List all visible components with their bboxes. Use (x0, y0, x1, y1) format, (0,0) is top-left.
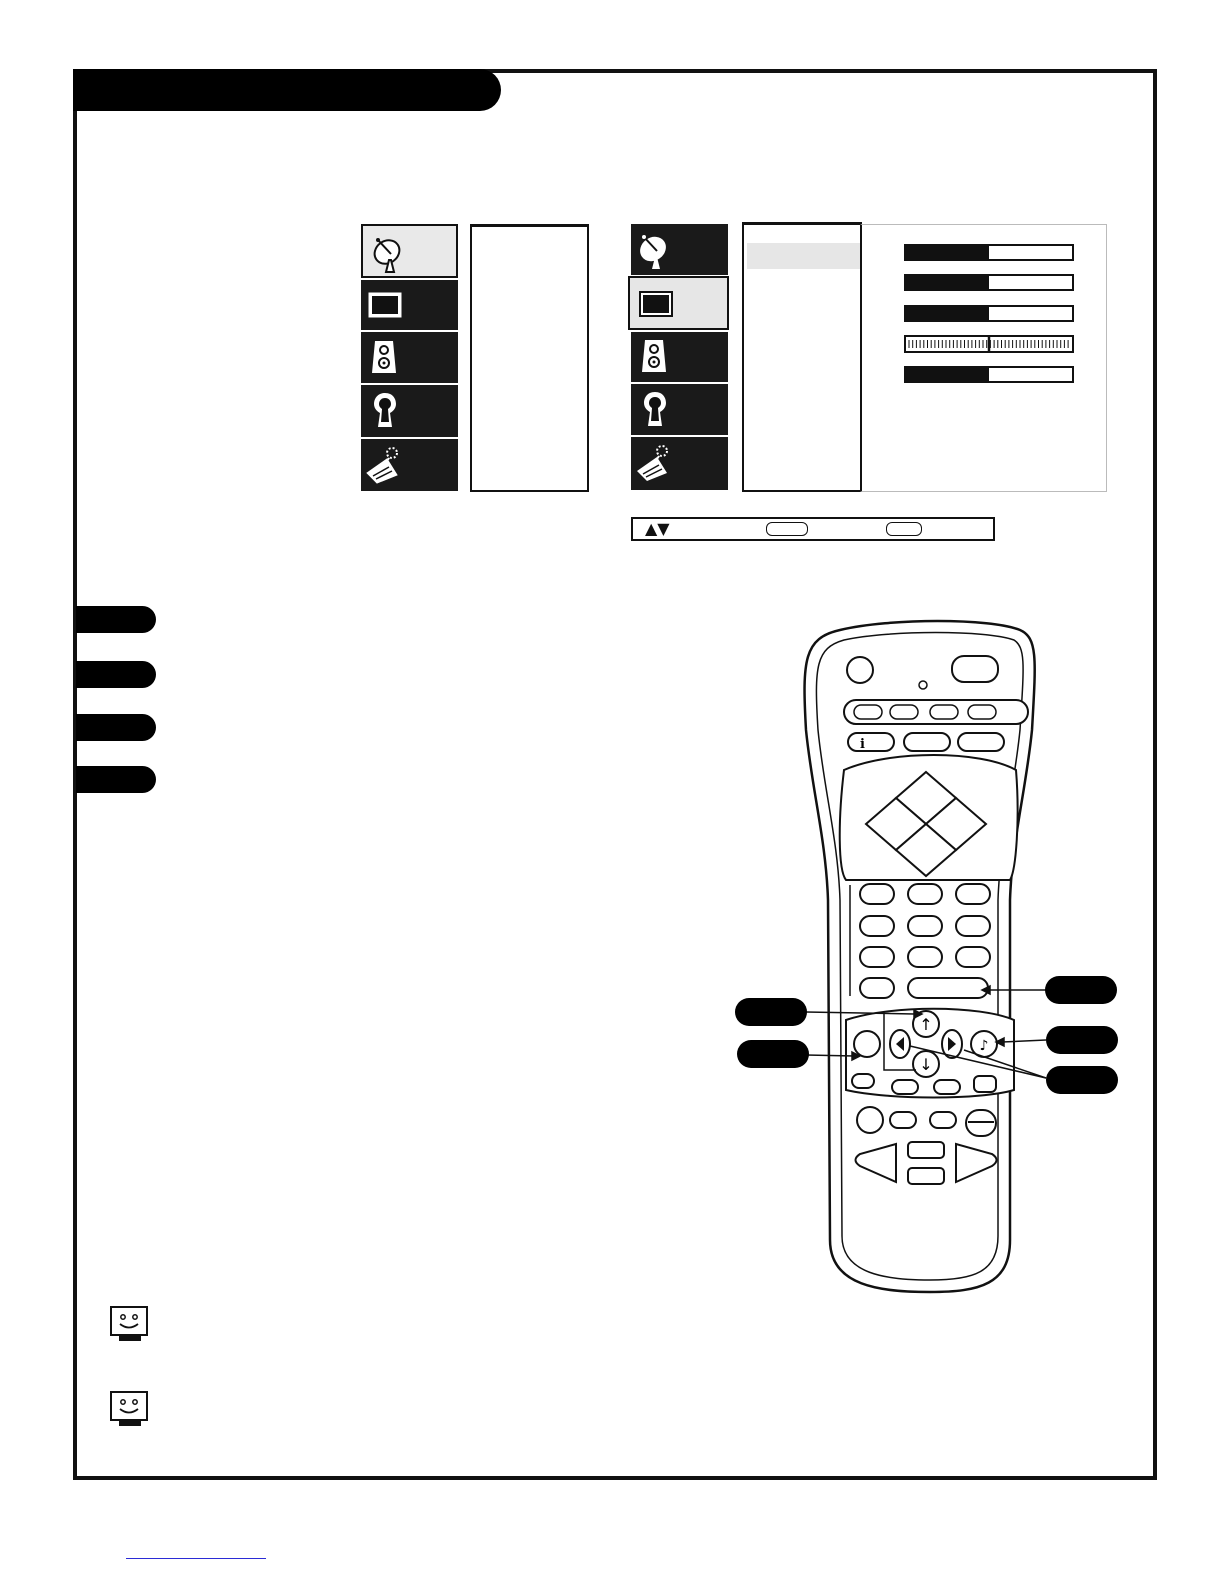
picture-frame-icon (639, 291, 673, 317)
speaker-icon (641, 338, 667, 374)
step-marker-2 (76, 661, 156, 688)
mode-button-4[interactable] (968, 705, 996, 719)
footer-link-underline[interactable] (126, 1558, 266, 1559)
nav-hint-bar (631, 517, 995, 541)
menu-item-setup[interactable] (361, 224, 458, 278)
key-7[interactable] (860, 947, 894, 967)
callout-enter (1046, 1026, 1118, 1054)
keyhole-lock-icon (642, 390, 668, 428)
picture-frame-icon (368, 292, 402, 318)
sharpness-slider[interactable] (904, 366, 1074, 383)
round-key-c[interactable] (857, 1107, 883, 1133)
brightness-slider[interactable] (904, 274, 1074, 291)
menu-item-lock[interactable] (631, 384, 728, 435)
menu-item-audio[interactable] (361, 332, 458, 383)
menu-button[interactable] (908, 978, 988, 998)
satellite-dish-icon (635, 227, 675, 271)
page-title-bar (73, 69, 501, 111)
keyhole-lock-icon (372, 391, 398, 429)
slider-fill (906, 276, 989, 289)
tint-balance-slider[interactable] (904, 335, 1074, 353)
small-key-5[interactable] (930, 1112, 956, 1128)
step-marker-3 (76, 714, 156, 741)
remote-tag-icon (635, 443, 671, 483)
callout-up-arrow (735, 998, 807, 1026)
up-down-arrows-icon: ▲▼ (645, 519, 670, 538)
slider-fill (906, 368, 989, 381)
menu-item-video[interactable] (361, 280, 458, 330)
led-indicator (919, 681, 927, 689)
small-key-3[interactable] (934, 1080, 960, 1094)
submenu-highlight[interactable] (747, 243, 860, 269)
key-1[interactable] (860, 884, 894, 904)
color-slider[interactable] (904, 305, 1074, 322)
menu-item-audio[interactable] (631, 332, 728, 382)
submenu-panel-right (742, 222, 862, 492)
exit-button[interactable] (854, 1031, 880, 1057)
menu-item-setup[interactable] (631, 224, 728, 275)
key-6[interactable] (956, 916, 990, 936)
key-5[interactable] (908, 916, 942, 936)
step-marker-1 (76, 606, 156, 633)
remote-control-illustration (720, 600, 1140, 1320)
tip-tv-face-icon (109, 1306, 149, 1342)
up-arrow-icon: ↑ (919, 1015, 933, 1034)
contrast-slider[interactable] (904, 244, 1074, 261)
menu-item-lock[interactable] (361, 385, 458, 437)
callout-left-right (1046, 1066, 1118, 1094)
key-8[interactable] (908, 947, 942, 967)
menu-item-special[interactable] (631, 437, 728, 490)
mode-button-3[interactable] (930, 705, 958, 719)
round-button-b[interactable] (958, 733, 1004, 751)
key-0[interactable] (860, 978, 894, 998)
tip-tv-face-icon (109, 1391, 149, 1427)
speaker-icon (371, 339, 397, 375)
key-3[interactable] (956, 884, 990, 904)
balance-ticks (906, 337, 1072, 351)
satellite-dish-icon (369, 230, 409, 274)
info-icon: i (860, 737, 865, 752)
key-4[interactable] (860, 916, 894, 936)
pip-button[interactable] (974, 1076, 996, 1092)
adjustment-panel (860, 224, 1107, 492)
key-9[interactable] (956, 947, 990, 967)
menu-item-video[interactable] (628, 276, 729, 330)
mode-button-2[interactable] (890, 705, 918, 719)
slider-fill (906, 307, 989, 320)
slider-fill (906, 246, 989, 259)
submenu-panel-left (470, 224, 589, 492)
mute-button[interactable] (952, 656, 998, 682)
enter-icon: ♪ (979, 1038, 989, 1054)
key-2[interactable] (908, 884, 942, 904)
step-marker-4 (76, 766, 156, 793)
remote-tag-icon (365, 445, 401, 485)
menu-item-special[interactable] (361, 439, 458, 491)
small-key-4[interactable] (890, 1112, 916, 1128)
info-button[interactable] (848, 733, 894, 751)
small-key-1[interactable] (852, 1074, 874, 1088)
callout-exit (737, 1040, 809, 1068)
callout-menu (1045, 976, 1117, 1004)
channel-down-button[interactable] (908, 1168, 944, 1184)
small-key-2[interactable] (892, 1080, 918, 1094)
down-arrow-icon: ↓ (919, 1055, 933, 1074)
hint-key-enter (766, 522, 808, 536)
channel-up-button[interactable] (908, 1142, 944, 1158)
round-button-a[interactable] (904, 733, 950, 751)
hint-key-menu (886, 522, 922, 536)
mode-button-1[interactable] (854, 705, 882, 719)
power-button[interactable] (847, 657, 873, 683)
